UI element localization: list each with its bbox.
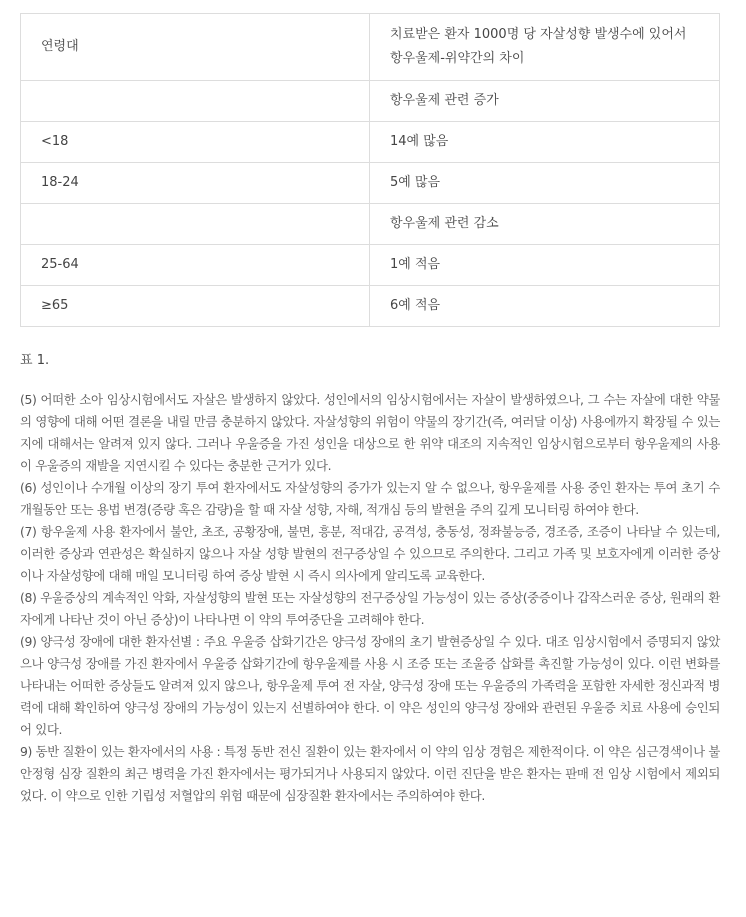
body-text	[20, 389, 720, 807]
table-cell-age: 18-24	[21, 163, 370, 204]
table-cell-difference: 14예 많음	[370, 122, 720, 163]
paragraph: (7) 항우울제 사용 환자에서 불안, 초조, 공황장애, 불면, 흥분, 적대감, 공격성, 충동성, 정좌불능증, 경조증, 조증이 나타날 수 있는데, 이러한 증상과 연관성은 확실하지 않으나 자살 성향 발현의 전구증상일 수 있으므로 주의한다. 그리고 가족 및 보호자에게 이러한 증상이나 자살성향에 대해 매일 모니터링 하여 증상 발현 시 즉시 의사에게 알리도록 교육한다.	[20, 524, 720, 583]
age-difference-table	[20, 13, 720, 327]
table-row	[21, 245, 720, 286]
table-cell-difference: 6예 적음	[370, 286, 720, 327]
table-cell-age	[21, 81, 370, 122]
paragraph: (6) 성인이나 수개월 이상의 장기 투여 환자에서도 자살성향의 증가가 있는지 알 수 없으나, 항우울제를 사용 중인 환자는 투여 초기 수개월동안 또는 용법 변경(증량 혹은 감량)을 할 때 자살 성향, 자해, 적개심 등의 발현을 주의 깊게 모니터링 하여야 한다.	[20, 480, 720, 517]
paragraph: (5) 어떠한 소아 임상시험에서도 자살은 발생하지 않았다. 성인에서의 임상시험에서는 자살이 발생하였으나, 그 수는 자살에 대한 약물의 영향에 대해 어떤 결론을 내릴 만큼 충분하지 않았다. 자살성향의 위험이 약물의 장기간(즉, 여러달 이상) 사용에까지 확장될 수 있는 지에 대해서는 알려져 있지 않다. 그러나 우울증을 가진 성인을 대상으로 한 위약 대조의 지속적인 임상시험으로부터 항우울제의 사용이 우울증의 재발을 지연시킬 수 있다는 충분한 근거가 있다.	[20, 392, 720, 473]
paragraph: 9) 동반 질환이 있는 환자에서의 사용 : 특정 동반 전신 질환이 있는 환자에서 이 약의 임상 경험은 제한적이다. 이 약은 심근경색이나 불안정형 심장 질환의 최근 병력을 가진 환자에서는 평가되거나 사용되지 않았다. 이런 진단을 받은 환자는 판매 전 임상 시험에서 제외되었다. 이 약으로 인한 기립성 저혈압의 위험 때문에 심장질환 환자에서는 주의하여야 한다.	[20, 744, 720, 803]
table-cell-age: ≥65	[21, 286, 370, 327]
table-cell-age: 25-64	[21, 245, 370, 286]
paragraph: (8) 우울증상의 계속적인 악화, 자살성향의 발현 또는 자살성향의 전구증상일 가능성이 있는 증상(중증이나 갑작스러운 증상, 원래의 환자에게 나타난 것이 아닌 증상)이 나타나면 이 약의 투여중단을 고려해야 한다.	[20, 590, 720, 627]
table-cell-difference: 1예 적음	[370, 245, 720, 286]
table-row	[21, 81, 720, 122]
table-cell-age	[21, 204, 370, 245]
table-row	[21, 122, 720, 163]
table-caption: 표 1.	[20, 353, 50, 368]
header-difference: 치료받은 환자 1000명 당 자살성향 발생수에 있어서 항우울제-위약간의 차이	[370, 14, 720, 81]
paragraph: (9) 양극성 장애에 대한 환자선별 : 주요 우울증 삽화기간은 양극성 장애의 초기 발현증상일 수 있다. 대조 임상시험에서 증명되지 않았으나 양극성 장애를 가진 환자에서 우울증 삽화기간에 항우울제를 사용 시 조증 또는 조울증 삽화를 촉진할 가능성이 있다. 이런 변화를 나타내는 어떠한 증상들도 알려져 있지 않으나, 항우울제 투여 전 자살, 양극성 장애 또는 우울증의 가족력을 포함한 자세한 정신과적 병력에 대해 확인하여 양극성 장애의 가능성이 있는지 선별하여야 한다. 이 약은 성인의 양극성 장애와 관련된 우울증 치료 사용에 승인되어 있다.	[20, 634, 720, 737]
table-row	[21, 286, 720, 327]
table-header-row	[21, 14, 720, 81]
table-cell-difference: 항우울제 관련 감소	[370, 204, 720, 245]
table-row	[21, 204, 720, 245]
header-age-group: 연령대	[21, 14, 370, 81]
table-cell-age: <18	[21, 122, 370, 163]
table-cell-difference: 항우울제 관련 증가	[370, 81, 720, 122]
table-cell-difference: 5예 많음	[370, 163, 720, 204]
table-row	[21, 163, 720, 204]
